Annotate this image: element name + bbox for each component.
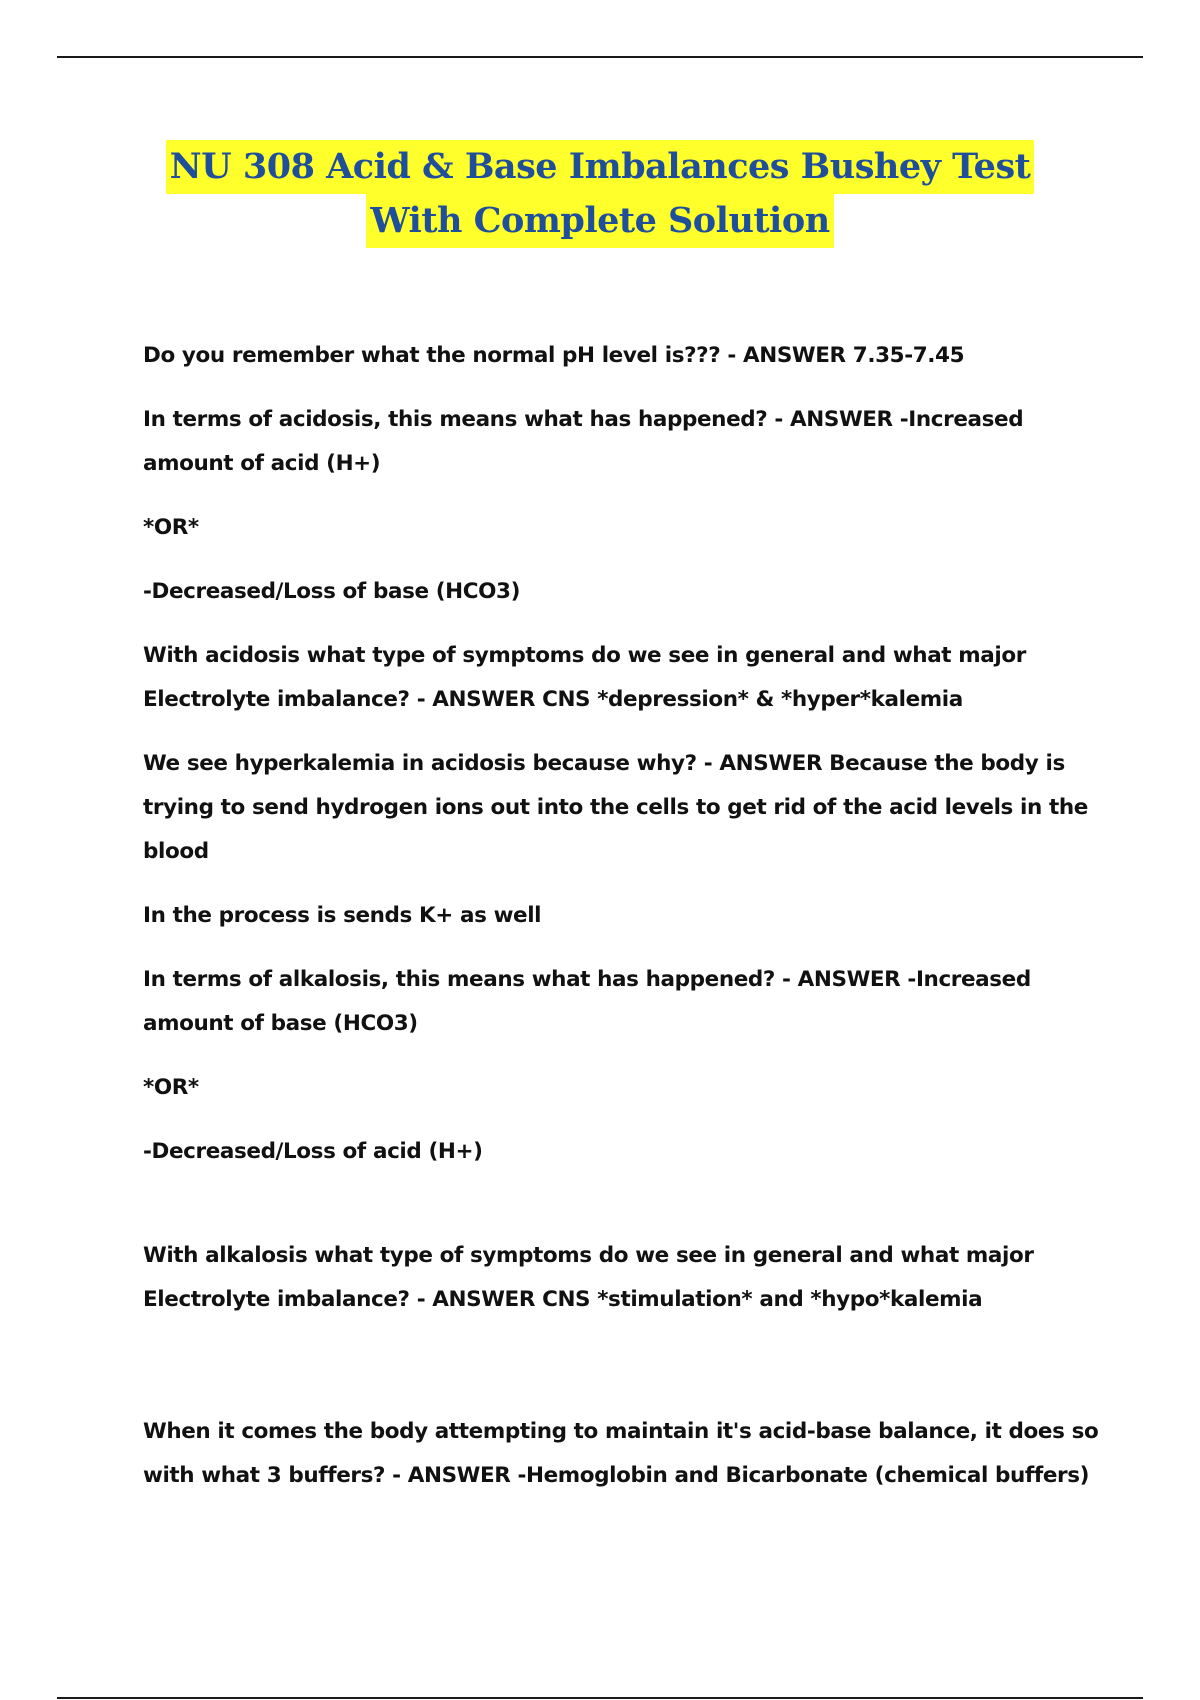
qa-paragraph-hyperkalemia: We see hyperkalemia in acidosis because why? - ANSWER Because the body is trying to send hydrogen ions out into the cells to get rid of the acid levels in the blood [143, 751, 1088, 864]
qa-paragraph-alkalosis: In terms of alkalosis, this means what has happened? - ANSWER -Increased amount of base (HCO3) [143, 967, 1031, 1036]
or-separator: *OR* [143, 1075, 199, 1100]
top-rule [57, 56, 1143, 58]
bottom-rule [57, 1697, 1143, 1699]
document-title [0, 140, 1200, 248]
document-body [143, 334, 1103, 1518]
or-separator: *OR* [143, 515, 199, 540]
qa-paragraph-sends-k: In the process is sends K+ as well [143, 903, 542, 928]
qa-paragraph-buffers: When it comes the body attempting to maintain it's acid-base balance, it does so with what 3 buffers? - ANSWER -Hemoglobin and Bicarbonate (chemical buffers) [143, 1419, 1099, 1488]
qa-paragraph-loss-of-acid: -Decreased/Loss of acid (H+) [143, 1139, 483, 1164]
title-line-1: NU 308 Acid & Base Imbalances Bushey Test [166, 140, 1035, 194]
title-line-2: With Complete Solution [366, 194, 833, 248]
qa-paragraph-alkalosis-symptoms: With alkalosis what type of symptoms do we see in general and what major Electrolyte imbalance? - ANSWER CNS *stimulation* and *hypo*kalemia [143, 1243, 1034, 1312]
qa-paragraph-acidosis: In terms of acidosis, this means what has happened? - ANSWER -Increased amount of acid (H+) [143, 407, 1024, 476]
qa-paragraph-ph: Do you remember what the normal pH level is??? - ANSWER 7.35-7.45 [143, 343, 965, 368]
qa-paragraph-loss-of-base: -Decreased/Loss of base (HCO3) [143, 579, 520, 604]
qa-paragraph-acidosis-symptoms: With acidosis what type of symptoms do we see in general and what major Electrolyte imbalance? - ANSWER CNS *depression* & *hyper*kalemia [143, 643, 1026, 712]
